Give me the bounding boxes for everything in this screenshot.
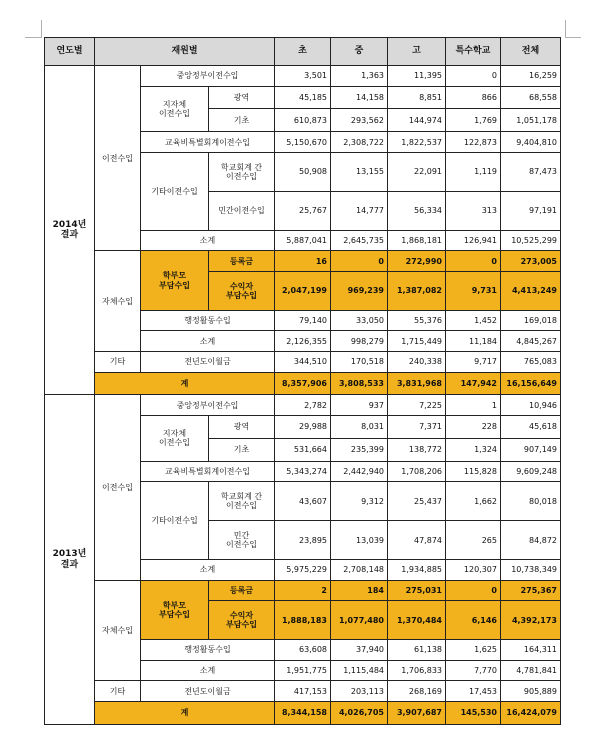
value-cell: 184 bbox=[331, 580, 388, 601]
label-subtotal: 소계 bbox=[141, 660, 275, 681]
value-cell: 203,113 bbox=[331, 681, 388, 702]
label-local-gov: 지자체 이전수입 bbox=[141, 86, 209, 132]
value-cell: 2,442,940 bbox=[331, 461, 388, 482]
school-revenue-table bbox=[44, 37, 561, 725]
label-parent-burden: 학부모 부담수입 bbox=[141, 580, 209, 639]
value-cell: 115,828 bbox=[446, 461, 501, 482]
value-cell: 87,473 bbox=[501, 152, 561, 191]
label-total: 계 bbox=[95, 702, 275, 725]
value-cell: 10,946 bbox=[501, 395, 561, 416]
value-cell: 9,731 bbox=[446, 271, 501, 310]
label-beneficiary: 수익자 부담수입 bbox=[209, 271, 275, 310]
label-etc: 기타 bbox=[95, 681, 141, 702]
value-cell: 5,343,274 bbox=[275, 461, 331, 482]
value-cell: 8,344,158 bbox=[275, 702, 331, 725]
value-cell: 97,191 bbox=[501, 191, 561, 230]
row-total bbox=[45, 372, 561, 395]
value-cell: 4,845,267 bbox=[501, 331, 561, 352]
value-cell: 4,026,705 bbox=[331, 702, 388, 725]
value-cell: 969,239 bbox=[331, 271, 388, 310]
year-label: 2014년 결과 bbox=[45, 66, 95, 395]
value-cell: 275,367 bbox=[501, 580, 561, 601]
value-cell: 10,738,349 bbox=[501, 560, 561, 581]
label-parent-burden: 학부모 부담수입 bbox=[141, 251, 209, 310]
value-cell: 10,525,299 bbox=[501, 230, 561, 251]
label-tuition: 등록금 bbox=[209, 580, 275, 601]
value-cell: 11,395 bbox=[388, 66, 446, 87]
value-cell: 29,988 bbox=[275, 416, 331, 439]
label-carryover: 전년도이월금 bbox=[141, 351, 275, 372]
label-subtotal: 소계 bbox=[141, 331, 275, 352]
label-basic: 기초 bbox=[209, 109, 275, 132]
value-cell: 126,941 bbox=[446, 230, 501, 251]
value-cell: 33,050 bbox=[331, 310, 388, 331]
value-cell: 907,149 bbox=[501, 438, 561, 461]
value-cell: 120,307 bbox=[446, 560, 501, 581]
value-cell: 6,146 bbox=[446, 601, 501, 640]
value-cell: 25,437 bbox=[388, 482, 446, 521]
value-cell: 1,822,537 bbox=[388, 132, 446, 153]
label-inter-account: 학교회계 간 이전수입 bbox=[209, 152, 275, 191]
row-tuition bbox=[45, 251, 561, 272]
value-cell: 16 bbox=[275, 251, 331, 272]
label-local-gov: 지자체 이전수입 bbox=[141, 416, 209, 462]
value-cell: 2,708,148 bbox=[331, 560, 388, 581]
col-header-elementary: 초 bbox=[275, 38, 331, 66]
value-cell: 144,974 bbox=[388, 109, 446, 132]
value-cell: 2,782 bbox=[275, 395, 331, 416]
label-central-gov: 중앙정부이전수입 bbox=[141, 395, 275, 416]
value-cell: 0 bbox=[446, 580, 501, 601]
value-cell: 170,518 bbox=[331, 351, 388, 372]
value-cell: 417,153 bbox=[275, 681, 331, 702]
value-cell: 9,717 bbox=[446, 351, 501, 372]
label-total: 계 bbox=[95, 372, 275, 395]
year-label: 2013년 결과 bbox=[45, 395, 95, 725]
page-corner-mark-right-vertical bbox=[565, 20, 566, 38]
value-cell: 2,126,355 bbox=[275, 331, 331, 352]
value-cell: 1,370,484 bbox=[388, 601, 446, 640]
label-other-transfer: 기타이전수입 bbox=[141, 482, 209, 560]
value-cell: 8,357,906 bbox=[275, 372, 331, 395]
row-carryover bbox=[45, 681, 561, 702]
value-cell: 272,990 bbox=[388, 251, 446, 272]
value-cell: 25,767 bbox=[275, 191, 331, 230]
value-cell: 293,562 bbox=[331, 109, 388, 132]
value-cell: 998,279 bbox=[331, 331, 388, 352]
label-etc: 기타 bbox=[95, 351, 141, 372]
value-cell: 145,530 bbox=[446, 702, 501, 725]
value-cell: 1,452 bbox=[446, 310, 501, 331]
label-metro: 광역 bbox=[209, 86, 275, 109]
col-header-source: 재원별 bbox=[95, 38, 275, 66]
label-edu-special: 교육비특별회계이전수입 bbox=[141, 461, 275, 482]
value-cell: 138,772 bbox=[388, 438, 446, 461]
value-cell: 313 bbox=[446, 191, 501, 230]
label-central-gov: 중앙정부이전수입 bbox=[141, 66, 275, 87]
row-total bbox=[45, 702, 561, 725]
value-cell: 55,376 bbox=[388, 310, 446, 331]
label-admin-activity: 행정활동수입 bbox=[141, 640, 275, 661]
value-cell: 80,018 bbox=[501, 482, 561, 521]
value-cell: 5,887,041 bbox=[275, 230, 331, 251]
value-cell: 61,138 bbox=[388, 640, 446, 661]
value-cell: 1,708,206 bbox=[388, 461, 446, 482]
value-cell: 16,156,649 bbox=[501, 372, 561, 395]
value-cell: 1,119 bbox=[446, 152, 501, 191]
value-cell: 937 bbox=[331, 395, 388, 416]
value-cell: 1,077,480 bbox=[331, 601, 388, 640]
value-cell: 11,184 bbox=[446, 331, 501, 352]
value-cell: 1,115,484 bbox=[331, 660, 388, 681]
value-cell: 344,510 bbox=[275, 351, 331, 372]
value-cell: 0 bbox=[331, 251, 388, 272]
value-cell: 1 bbox=[446, 395, 501, 416]
value-cell: 228 bbox=[446, 416, 501, 439]
group-self-income: 자체수입 bbox=[95, 251, 141, 352]
value-cell: 47,874 bbox=[388, 521, 446, 560]
value-cell: 84,872 bbox=[501, 521, 561, 560]
value-cell: 1,715,449 bbox=[388, 331, 446, 352]
value-cell: 268,169 bbox=[388, 681, 446, 702]
value-cell: 4,413,249 bbox=[501, 271, 561, 310]
row-carryover bbox=[45, 351, 561, 372]
col-header-special: 특수학교 bbox=[446, 38, 501, 66]
value-cell: 2,645,735 bbox=[331, 230, 388, 251]
row-central-gov bbox=[45, 395, 561, 416]
value-cell: 1,769 bbox=[446, 109, 501, 132]
value-cell: 1,387,082 bbox=[388, 271, 446, 310]
value-cell: 1,888,183 bbox=[275, 601, 331, 640]
value-cell: 1,625 bbox=[446, 640, 501, 661]
value-cell: 45,185 bbox=[275, 86, 331, 109]
value-cell: 273,005 bbox=[501, 251, 561, 272]
value-cell: 1,951,775 bbox=[275, 660, 331, 681]
value-cell: 164,311 bbox=[501, 640, 561, 661]
value-cell: 7,371 bbox=[388, 416, 446, 439]
value-cell: 1,051,178 bbox=[501, 109, 561, 132]
value-cell: 43,607 bbox=[275, 482, 331, 521]
value-cell: 1,324 bbox=[446, 438, 501, 461]
value-cell: 45,618 bbox=[501, 416, 561, 439]
value-cell: 2,047,199 bbox=[275, 271, 331, 310]
label-beneficiary: 수익자 부담수입 bbox=[209, 601, 275, 640]
value-cell: 3,808,533 bbox=[331, 372, 388, 395]
value-cell: 265 bbox=[446, 521, 501, 560]
label-other-transfer: 기타이전수입 bbox=[141, 152, 209, 230]
col-header-high: 고 bbox=[388, 38, 446, 66]
label-tuition: 등록금 bbox=[209, 251, 275, 272]
value-cell: 866 bbox=[446, 86, 501, 109]
label-inter-account: 학교회계 간 이전수입 bbox=[209, 482, 275, 521]
value-cell: 0 bbox=[446, 66, 501, 87]
label-edu-special: 교육비특별회계이전수입 bbox=[141, 132, 275, 153]
value-cell: 23,895 bbox=[275, 521, 331, 560]
label-basic: 기초 bbox=[209, 438, 275, 461]
value-cell: 8,031 bbox=[331, 416, 388, 439]
value-cell: 22,091 bbox=[388, 152, 446, 191]
value-cell: 147,942 bbox=[446, 372, 501, 395]
value-cell: 16,259 bbox=[501, 66, 561, 87]
value-cell: 3,907,687 bbox=[388, 702, 446, 725]
value-cell: 16,424,079 bbox=[501, 702, 561, 725]
value-cell: 1,934,885 bbox=[388, 560, 446, 581]
row-tuition bbox=[45, 580, 561, 601]
value-cell: 0 bbox=[446, 251, 501, 272]
value-cell: 4,392,173 bbox=[501, 601, 561, 640]
value-cell: 13,039 bbox=[331, 521, 388, 560]
label-subtotal: 소계 bbox=[141, 230, 275, 251]
label-private-transfer: 민간 이전수입 bbox=[209, 521, 275, 560]
header-row bbox=[45, 38, 561, 66]
value-cell: 68,558 bbox=[501, 86, 561, 109]
value-cell: 14,158 bbox=[331, 86, 388, 109]
group-transfer-income: 이전수입 bbox=[95, 66, 141, 251]
value-cell: 17,453 bbox=[446, 681, 501, 702]
label-subtotal: 소계 bbox=[141, 560, 275, 581]
value-cell: 9,312 bbox=[331, 482, 388, 521]
page-corner-mark-right-horizontal bbox=[565, 37, 581, 38]
value-cell: 79,140 bbox=[275, 310, 331, 331]
value-cell: 63,608 bbox=[275, 640, 331, 661]
value-cell: 5,975,229 bbox=[275, 560, 331, 581]
value-cell: 240,338 bbox=[388, 351, 446, 372]
value-cell: 13,155 bbox=[331, 152, 388, 191]
label-metro: 광역 bbox=[209, 416, 275, 439]
value-cell: 905,889 bbox=[501, 681, 561, 702]
label-admin-activity: 행정활동수입 bbox=[141, 310, 275, 331]
group-transfer-income: 이전수입 bbox=[95, 395, 141, 580]
page-corner-mark-left-horizontal bbox=[25, 37, 41, 38]
value-cell: 14,777 bbox=[331, 191, 388, 230]
value-cell: 5,150,670 bbox=[275, 132, 331, 153]
value-cell: 9,609,248 bbox=[501, 461, 561, 482]
value-cell: 4,781,841 bbox=[501, 660, 561, 681]
value-cell: 3,501 bbox=[275, 66, 331, 87]
value-cell: 1,363 bbox=[331, 66, 388, 87]
value-cell: 235,399 bbox=[331, 438, 388, 461]
value-cell: 7,225 bbox=[388, 395, 446, 416]
value-cell: 37,940 bbox=[331, 640, 388, 661]
value-cell: 610,873 bbox=[275, 109, 331, 132]
label-carryover: 전년도이월금 bbox=[141, 681, 275, 702]
value-cell: 1,662 bbox=[446, 482, 501, 521]
value-cell: 169,018 bbox=[501, 310, 561, 331]
col-header-year: 연도별 bbox=[45, 38, 95, 66]
group-self-income: 자체수입 bbox=[95, 580, 141, 681]
value-cell: 9,404,810 bbox=[501, 132, 561, 153]
col-header-middle: 중 bbox=[331, 38, 388, 66]
value-cell: 3,831,968 bbox=[388, 372, 446, 395]
row-central-gov bbox=[45, 66, 561, 87]
col-header-total: 전체 bbox=[501, 38, 561, 66]
value-cell: 2 bbox=[275, 580, 331, 601]
value-cell: 56,334 bbox=[388, 191, 446, 230]
value-cell: 531,664 bbox=[275, 438, 331, 461]
value-cell: 1,868,181 bbox=[388, 230, 446, 251]
value-cell: 8,851 bbox=[388, 86, 446, 109]
value-cell: 7,770 bbox=[446, 660, 501, 681]
value-cell: 50,908 bbox=[275, 152, 331, 191]
value-cell: 275,031 bbox=[388, 580, 446, 601]
value-cell: 1,706,833 bbox=[388, 660, 446, 681]
page-corner-mark-left-vertical bbox=[41, 20, 42, 38]
value-cell: 2,308,722 bbox=[331, 132, 388, 153]
label-private-transfer: 민간이전수입 bbox=[209, 191, 275, 230]
value-cell: 765,083 bbox=[501, 351, 561, 372]
value-cell: 122,873 bbox=[446, 132, 501, 153]
